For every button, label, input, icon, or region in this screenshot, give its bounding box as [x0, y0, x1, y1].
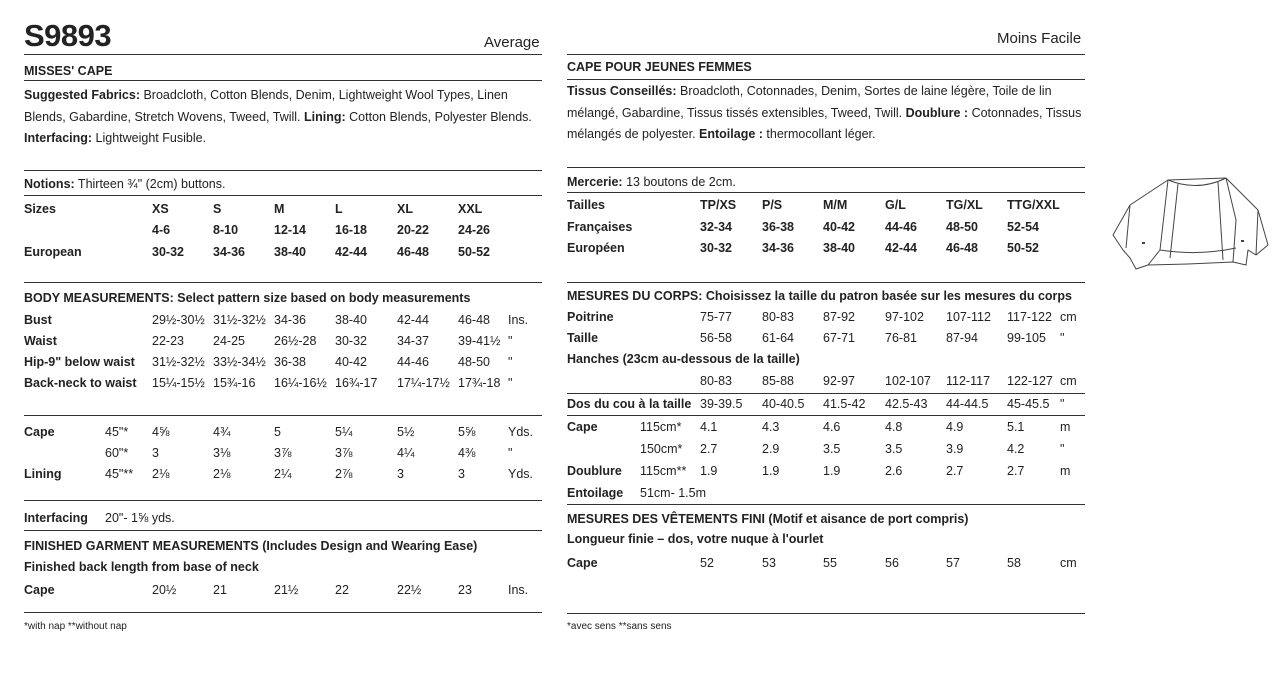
yardage-value: 5⅝: [458, 425, 476, 439]
back-value-fr: 42.5-43: [885, 397, 928, 411]
unit: Yds.: [508, 467, 534, 481]
fabric-width-fr: 115cm**: [640, 464, 687, 478]
finished-subheading-fr: Longueur finie – dos, votre nuque à l'ourlet: [567, 532, 824, 546]
yardage-value-fr: 2.7: [946, 464, 964, 478]
finished-value: 21: [213, 583, 227, 597]
body-value-fr: 67-71: [823, 331, 855, 345]
european-size-fr: 46-48: [946, 241, 978, 255]
fabric-width: 45"**: [105, 467, 134, 481]
hip-value-fr: 85-88: [762, 374, 794, 388]
entoilage-label: Entoilage: [567, 486, 624, 500]
yardage-value: 2⅛: [152, 467, 170, 481]
finished-value-fr: 58: [1007, 556, 1021, 570]
yardage-value-fr: 3.5: [885, 442, 903, 456]
fabric-width-fr: 150cm*: [640, 442, 683, 456]
body-row-label: Back-neck to waist: [24, 376, 137, 390]
body-value-fr: 117-122: [1007, 310, 1052, 324]
finished-heading-fr: MESURES DES VÊTEMENTS FINI (Motif et aisance de port compris): [567, 512, 969, 526]
finished-value: 22: [335, 583, 349, 597]
entoilage-value: 51cm- 1.5m: [640, 486, 706, 500]
body-value: 26½-28: [274, 334, 317, 348]
body-value: 24-25: [213, 334, 245, 348]
suggested-fabrics-fr: Tissus Conseillés: Broadcloth, Cotonnades, Denim, Sortes de laine légère, Toile de lin mélangé, Gabardine, Tissus tissés extensibles, Tweed, Twill. Doublure : Cotonnades, Tissus mélangés de polyester. Entoilage : thermocollant léger.: [567, 84, 1082, 141]
hip-value-fr: 112-117: [946, 374, 991, 388]
size-letter: XL: [397, 202, 413, 216]
body-value: 15¾-16: [213, 376, 256, 390]
difficulty-level: Average: [484, 34, 540, 51]
yardage-value-fr: 4.2: [1007, 442, 1025, 456]
size-number: 16-18: [335, 223, 367, 237]
body-value: 31½-32½: [213, 313, 266, 327]
yardage-value-fr: 1.9: [700, 464, 718, 478]
body-value: 31½-32½: [152, 355, 205, 369]
unit: ": [508, 446, 513, 460]
unit: ": [508, 334, 513, 348]
back-value-fr: 45-45.5: [1007, 397, 1050, 411]
hip-value-fr: 92-97: [823, 374, 855, 388]
back-value-fr: 39-39.5: [700, 397, 743, 411]
body-value: 46-48: [458, 313, 490, 327]
section-title-fr: CAPE POUR JEUNES FEMMES: [567, 60, 752, 74]
body-value-fr: 75-77: [700, 310, 732, 324]
yardage-row-label: Lining: [24, 467, 62, 481]
body-value-fr: 97-102: [885, 310, 924, 324]
notions-fr: Mercerie: 13 boutons de 2cm.: [567, 175, 736, 189]
unit: Ins.: [508, 583, 529, 597]
body-value-fr: 107-112: [946, 310, 991, 324]
unit: Yds.: [508, 425, 534, 439]
size-number: 4-6: [152, 223, 171, 237]
finished-subheading: Finished back length from base of neck: [24, 560, 259, 574]
back-label-fr: Dos du cou à la taille: [567, 397, 692, 411]
hip-value-fr: 80-83: [700, 374, 732, 388]
european-size-fr: 42-44: [885, 241, 917, 255]
body-row-label: Hip-9" below waist: [24, 355, 135, 369]
body-value-fr: 87-94: [946, 331, 978, 345]
unit: cm: [1060, 556, 1077, 570]
footnote-fr: *avec sens **sans sens: [567, 621, 672, 632]
body-value: 42-44: [397, 313, 429, 327]
yardage-value-fr: 2.6: [885, 464, 903, 478]
finished-row-label: Cape: [24, 583, 55, 597]
body-row-label: Bust: [24, 313, 52, 327]
yardage-value: 3⅞: [274, 446, 292, 460]
yardage-value-fr: 4.9: [946, 420, 964, 434]
back-value-fr: 40-40.5: [762, 397, 805, 411]
body-value: 17¼-17½: [397, 376, 450, 390]
european-size: 38-40: [274, 245, 306, 259]
body-value-fr: 80-83: [762, 310, 794, 324]
size-number: 12-14: [274, 223, 306, 237]
body-row-label: Waist: [24, 334, 57, 348]
footnote: *with nap **without nap: [24, 621, 127, 632]
body-value: 40-42: [335, 355, 367, 369]
unit: ": [1060, 331, 1065, 345]
finished-value: 20½: [152, 583, 177, 597]
yardage-value-fr: 4.6: [823, 420, 841, 434]
francaises-size: 52-54: [1007, 220, 1039, 234]
european-size: 46-48: [397, 245, 429, 259]
yardage-value: 4¾: [213, 425, 231, 439]
body-value: 22-23: [152, 334, 184, 348]
size-letter: L: [335, 202, 343, 216]
size-letter-fr: TP/XS: [700, 198, 737, 212]
unit: cm: [1060, 310, 1077, 324]
unit: m: [1060, 420, 1071, 434]
european-size: 34-36: [213, 245, 245, 259]
size-letter-fr: P/S: [762, 198, 783, 212]
unit: ": [508, 355, 513, 369]
yardage-value: 5: [274, 425, 281, 439]
yardage-row-label: Cape: [24, 425, 55, 439]
fabric-width: 60"*: [105, 446, 129, 460]
finished-heading: FINISHED GARMENT MEASUREMENTS (Includes Design and Wearing Ease): [24, 539, 478, 553]
francaises-label: Françaises: [567, 220, 633, 234]
finished-value-fr: 56: [885, 556, 899, 570]
european-size: 42-44: [335, 245, 367, 259]
yardage-value-fr: 1.9: [762, 464, 780, 478]
yardage-row-label-fr: Doublure: [567, 464, 622, 478]
yardage-value: 4¼: [397, 446, 415, 460]
yardage-value: 2⅞: [335, 467, 353, 481]
european-label-fr: Européen: [567, 241, 625, 255]
body-value-fr: 56-58: [700, 331, 732, 345]
cape-back-view-illustration: [1108, 170, 1273, 278]
body-value: 48-50: [458, 355, 490, 369]
yardage-value-fr: 3.9: [946, 442, 964, 456]
body-row-label-fr: Taille: [567, 331, 599, 345]
yardage-value-fr: 1.9: [823, 464, 841, 478]
pattern-number: S9893: [24, 18, 112, 53]
notions: Notions: Thirteen ¾" (2cm) buttons.: [24, 177, 226, 191]
unit: cm: [1060, 374, 1077, 388]
finished-value-fr: 52: [700, 556, 714, 570]
body-measurements-heading-fr: MESURES DU CORPS: Choisissez la taille du patron basée sur les mesures du corps: [567, 289, 1073, 303]
size-number: 8-10: [213, 223, 239, 237]
european-size-fr: 34-36: [762, 241, 794, 255]
francaises-size: 32-34: [700, 220, 732, 234]
body-value-fr: 99-105: [1007, 331, 1046, 345]
hip-value-fr: 122-127: [1007, 374, 1053, 388]
yardage-value-fr: 5.1: [1007, 420, 1025, 434]
francaises-size: 48-50: [946, 220, 978, 234]
body-value: 30-32: [335, 334, 367, 348]
finished-value-fr: 53: [762, 556, 776, 570]
yardage-value-fr: 2.7: [700, 442, 718, 456]
interfacing-row-value: 20"- 1⅝ yds.: [105, 511, 175, 525]
back-value-fr: 41.5-42: [823, 397, 866, 411]
unit: ": [508, 376, 513, 390]
european-size: 30-32: [152, 245, 184, 259]
body-value: 34-36: [274, 313, 306, 327]
european-size-fr: 38-40: [823, 241, 855, 255]
hip-label-fr: Hanches (23cm au-dessous de la taille): [567, 352, 800, 366]
unit: ": [1060, 397, 1065, 411]
size-letter: M: [274, 202, 285, 216]
finished-value-fr: 55: [823, 556, 837, 570]
body-value: 44-46: [397, 355, 429, 369]
body-value-fr: 87-92: [823, 310, 855, 324]
body-value-fr: 76-81: [885, 331, 917, 345]
yardage-value: 5½: [397, 425, 415, 439]
yardage-value-fr: 2.7: [1007, 464, 1025, 478]
european-size-fr: 30-32: [700, 241, 732, 255]
size-letter: XS: [152, 202, 169, 216]
size-letter-fr: TG/XL: [946, 198, 983, 212]
yardage-value: 3: [152, 446, 159, 460]
size-letter-fr: G/L: [885, 198, 906, 212]
body-value: 29½-30½: [152, 313, 205, 327]
sizes-label: Sizes: [24, 202, 56, 216]
yardage-value-fr: 3.5: [823, 442, 841, 456]
yardage-value: 3: [397, 467, 404, 481]
section-title: MISSES' CAPE: [24, 64, 113, 78]
francaises-size: 36-38: [762, 220, 794, 234]
yardage-value-fr: 4.1: [700, 420, 718, 434]
body-measurements-heading: BODY MEASUREMENTS: Select pattern size based on body measurements: [24, 291, 471, 305]
difficulty-level-fr: Moins Facile: [997, 30, 1082, 47]
yardage-value: 3⅞: [335, 446, 353, 460]
body-value: 15¼-15½: [152, 376, 205, 390]
fabric-width-fr: 115cm*: [640, 420, 682, 434]
size-letter-fr: TTG/XXL: [1007, 198, 1060, 212]
interfacing-row-label: Interfacing: [24, 511, 88, 525]
yardage-row-label-fr: Cape: [567, 420, 598, 434]
yardage-value: 3⅛: [213, 446, 231, 460]
hip-value-fr: 102-107: [885, 374, 931, 388]
yardage-value-fr: 2.9: [762, 442, 780, 456]
size-letter-fr: M/M: [823, 198, 848, 212]
body-value: 34-37: [397, 334, 429, 348]
body-value: 36-38: [274, 355, 306, 369]
yardage-value: 4⅜: [458, 446, 476, 460]
sizes-label-fr: Tailles: [567, 198, 605, 212]
finished-value: 21½: [274, 583, 299, 597]
yardage-value: 4⅝: [152, 425, 170, 439]
body-value: 16¼-16½: [274, 376, 327, 390]
suggested-fabrics: Suggested Fabrics: Broadcloth, Cotton Blends, Denim, Lightweight Wool Types, Linen Blends, Gabardine, Stretch Wovens, Tweed, Twill. Lining: Cotton Blends, Polyester Blends. Interfacing: Lightweight Fusible.: [24, 88, 532, 145]
body-row-label-fr: Poitrine: [567, 310, 614, 324]
yardage-value-fr: 4.8: [885, 420, 903, 434]
francaises-size: 44-46: [885, 220, 917, 234]
european-label: European: [24, 245, 82, 259]
body-value: 33½-34½: [213, 355, 266, 369]
finished-row-label-fr: Cape: [567, 556, 598, 570]
body-value: 39-41½: [458, 334, 501, 348]
size-number: 20-22: [397, 223, 429, 237]
yardage-value: 2⅛: [213, 467, 231, 481]
unit: Ins.: [508, 313, 529, 327]
unit: ": [1060, 442, 1065, 456]
yardage-value: 5¼: [335, 425, 353, 439]
unit: m: [1060, 464, 1071, 478]
back-value-fr: 44-44.5: [946, 397, 989, 411]
yardage-value: 3: [458, 467, 465, 481]
yardage-value-fr: 4.3: [762, 420, 780, 434]
finished-value: 23: [458, 583, 472, 597]
yardage-value: 2¼: [274, 467, 292, 481]
body-value: 17¾-18: [458, 376, 501, 390]
size-number: 24-26: [458, 223, 490, 237]
european-size: 50-52: [458, 245, 490, 259]
body-value: 16¾-17: [335, 376, 378, 390]
body-value-fr: 61-64: [762, 331, 794, 345]
european-size-fr: 50-52: [1007, 241, 1039, 255]
fabric-width: 45"*: [105, 425, 129, 439]
size-letter: XXL: [458, 202, 483, 216]
body-value: 38-40: [335, 313, 367, 327]
finished-value: 22½: [397, 583, 422, 597]
finished-value-fr: 57: [946, 556, 960, 570]
francaises-size: 40-42: [823, 220, 855, 234]
size-letter: S: [213, 202, 222, 216]
